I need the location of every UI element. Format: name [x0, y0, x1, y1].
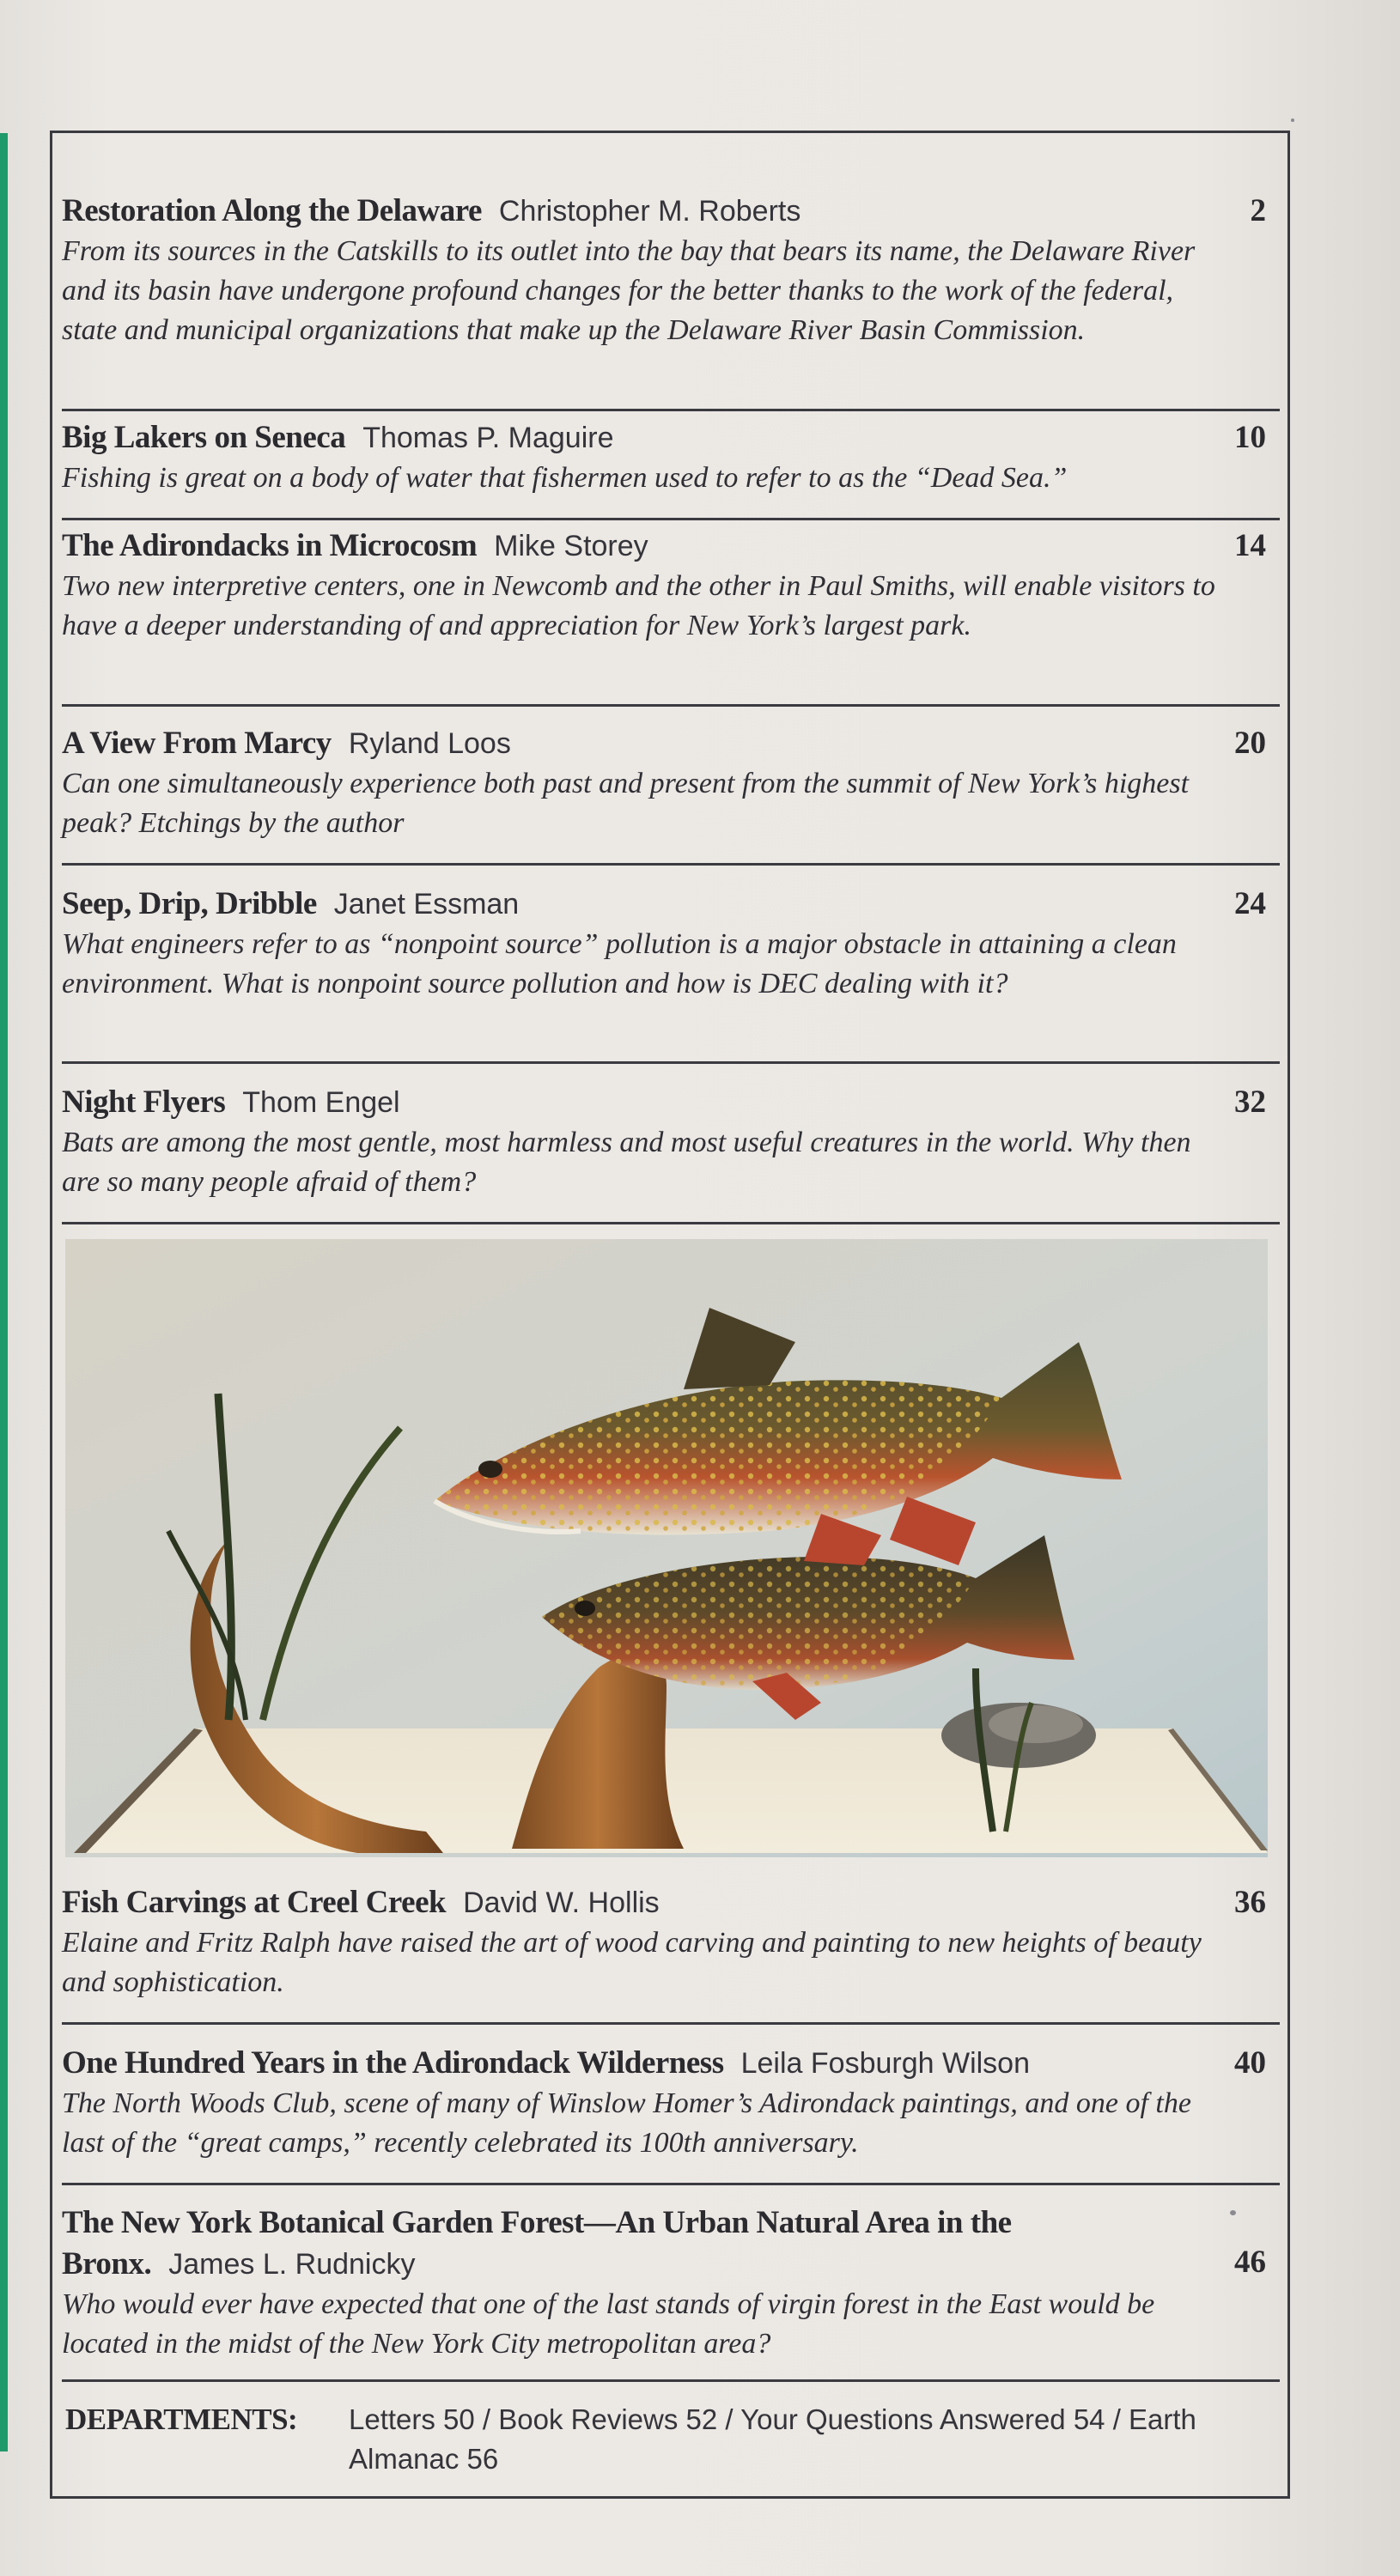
article-adirondacks-microcosm[interactable] — [62, 526, 1283, 646]
article-heading — [62, 2043, 1275, 2084]
article-restoration-delaware[interactable] — [62, 191, 1283, 350]
print-speck — [1291, 118, 1294, 122]
article-author: Thomas P. Maguire — [362, 422, 614, 454]
article-description: Can one simultaneously experience both past and present from the summit of New York’s highest peak? Etchings by the author — [62, 768, 1190, 839]
article-heading — [62, 1082, 1275, 1123]
article-description: What engineers refer to as “nonpoint source” pollution is a major obstacle in attaining a clean environment. What is nonpoint source pollution and how is DEC dealing with it? — [62, 928, 1177, 999]
article-description: Who would ever have expected that one of the last stands of virgin forest in the East would be located in the midst of the New York City metropolitan area? — [62, 2288, 1155, 2360]
section-divider — [62, 409, 1280, 411]
article-page-number: 14 — [1234, 528, 1266, 563]
article-description: Two new interpretive centers, one in Newcomb and the other in Paul Smiths, will enable visitors to have a deeper understanding of and appreciation for New York’s largest park. — [62, 570, 1215, 641]
article-author: David W. Hollis — [463, 1886, 660, 1919]
article-heading — [62, 417, 1275, 459]
article-big-lakers[interactable] — [62, 417, 1283, 498]
article-view-from-marcy[interactable] — [62, 723, 1283, 843]
article-title[interactable]: The New York Botanical Garden Forest—An Urban Natural Area in the Bronx. — [62, 2205, 1012, 2281]
article-heading — [62, 1882, 1275, 1923]
print-speck — [1230, 2210, 1236, 2215]
article-title[interactable]: One Hundred Years in the Adirondack Wilderness — [62, 2045, 724, 2081]
section-divider — [62, 2379, 1280, 2382]
adjacent-page-green-edge — [0, 133, 8, 2451]
article-title[interactable]: Seep, Drip, Dribble — [62, 886, 317, 921]
article-page-number: 10 — [1234, 420, 1266, 455]
article-description: Elaine and Fritz Ralph have raised the art of wood carving and painting to new heights of beauty and sophistication. — [62, 1927, 1202, 1998]
article-heading — [62, 723, 1275, 764]
article-description: From its sources in the Catskills to its outlet into the bay that bears its name, the Delaware River and its basin have undergone profound changes for the better thanks to the work of the federal, state and municipal organizations that make up the Delaware River Basin Commission. — [62, 235, 1196, 346]
article-author: Ryland Loos — [348, 727, 511, 760]
article-author: Mike Storey — [494, 530, 648, 562]
article-title[interactable]: Restoration Along the Delaware — [62, 193, 482, 228]
article-page-number: 20 — [1234, 726, 1266, 761]
article-seep-drip-dribble[interactable] — [62, 884, 1283, 1004]
article-title[interactable]: A View From Marcy — [62, 726, 332, 761]
fish-carvings-photo — [65, 1239, 1268, 1857]
article-hundred-years-adirondack[interactable] — [62, 2043, 1283, 2163]
article-heading — [62, 884, 1275, 925]
article-author: James L. Rudnicky — [168, 2248, 416, 2281]
article-description: Fishing is great on a body of water that fishermen used to refer to as the “Dead Sea.” — [62, 462, 1068, 494]
article-page-number: 46 — [1234, 2245, 1266, 2280]
article-page-number: 24 — [1234, 886, 1266, 921]
section-divider — [62, 863, 1280, 866]
section-divider — [62, 1061, 1280, 1064]
section-divider — [62, 518, 1280, 520]
article-title[interactable]: Fish Carvings at Creel Creek — [62, 1885, 447, 1920]
article-page-number: 32 — [1234, 1084, 1266, 1120]
article-description: The North Woods Club, scene of many of Winslow Homer’s Adirondack paintings, and one of the last of the “great camps,” recently celebrated its 100th anniversary. — [62, 2087, 1191, 2159]
article-heading — [62, 191, 1275, 232]
article-heading — [62, 2202, 1196, 2285]
departments-list[interactable]: Letters 50 / Book Reviews 52 / Your Questions Answered 54 / Earth Almanac 56 — [349, 2403, 1196, 2475]
article-author: Christopher M. Roberts — [498, 195, 801, 228]
article-page-number: 40 — [1234, 2045, 1266, 2081]
departments-label: DEPARTMENTS: — [65, 2403, 298, 2436]
article-night-flyers[interactable] — [62, 1082, 1283, 1202]
article-author: Leila Fosburgh Wilson — [740, 2047, 1030, 2080]
article-author: Janet Essman — [333, 888, 520, 920]
section-divider — [62, 2022, 1280, 2025]
section-divider — [62, 704, 1280, 707]
article-author: Thom Engel — [242, 1086, 400, 1119]
article-heading — [62, 526, 1275, 567]
article-page-number: 2 — [1250, 193, 1266, 228]
article-fish-carvings[interactable] — [62, 1882, 1283, 2002]
article-title[interactable]: The Adirondacks in Microcosm — [62, 528, 478, 563]
article-description: Bats are among the most gentle, most harmless and most useful creatures in the world. Why then are so many people afraid of them? — [62, 1127, 1191, 1198]
section-divider — [62, 2183, 1280, 2185]
article-title[interactable]: Big Lakers on Seneca — [62, 420, 346, 455]
section-divider — [62, 1222, 1280, 1224]
article-page-number: 36 — [1234, 1885, 1266, 1920]
article-title[interactable]: Night Flyers — [62, 1084, 226, 1120]
article-botanical-garden-forest[interactable] — [62, 2202, 1283, 2364]
